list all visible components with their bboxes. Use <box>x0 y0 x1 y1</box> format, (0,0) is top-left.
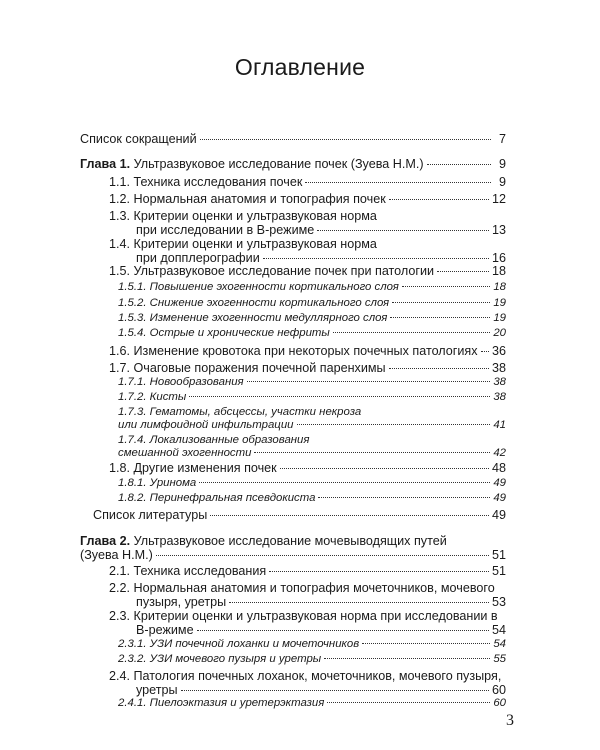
toc-page-number: 36 <box>491 344 506 358</box>
toc-entry-text: 2.4. Патология почечных лоханок, мочеточников, мочевого пузыря, <box>109 669 502 683</box>
toc-entry-text: смешанной эхогенности <box>118 447 252 459</box>
toc-page-number: 19 <box>493 312 506 324</box>
toc-entry-s1-8-2[interactable] <box>118 492 506 505</box>
toc-page-number: 20 <box>493 327 506 339</box>
page-number: 3 <box>506 712 514 729</box>
toc-page-number: 51 <box>491 548 506 562</box>
toc-entry-s1-5-1[interactable] <box>118 281 506 294</box>
toc-entry-text: 1.8.1. Уринома <box>118 477 197 489</box>
toc-page-number: 38 <box>493 376 506 388</box>
toc-page-number: 42 <box>493 447 506 459</box>
dot-leader <box>437 271 489 272</box>
toc-entry-s1-7-2[interactable] <box>118 391 506 404</box>
toc-entry-text: 1.7.2. Кисты <box>118 391 187 403</box>
toc-entry-abbr[interactable] <box>80 132 506 146</box>
toc-entry-text: 1.7. Очаговые поражения почечной паренхимы <box>109 361 386 375</box>
chapter-number: Глава 2. <box>80 534 131 548</box>
toc-entry-text: пузыря, уретры <box>136 595 227 609</box>
toc-entry-text: Глава 1. Ультразвуковое исследование почек (Зуева Н.М.) <box>80 157 424 171</box>
toc-entry-text: 1.5.3. Изменение эхогенности медуллярного слоя <box>118 312 388 324</box>
toc-page-number: 12 <box>491 192 506 206</box>
toc-entry-s2-3-1[interactable] <box>118 638 506 651</box>
toc-entry-text: 1.8. Другие изменения почек <box>109 461 277 475</box>
toc-entry-text: 1.3. Критерии оценки и ультразвуковая норма <box>109 209 377 223</box>
toc-entry-text: 1.6. Изменение кровотока при некоторых почечных патологиях <box>109 344 478 358</box>
toc-page-number: 13 <box>491 223 506 237</box>
toc-page-number: 49 <box>493 492 506 504</box>
toc-entry-s1-5-2[interactable] <box>118 297 506 310</box>
dot-leader <box>389 199 489 200</box>
dot-leader <box>189 396 490 397</box>
toc-entry-text: 1.5. Ультразвуковое исследование почек при патологии <box>109 264 435 278</box>
dot-leader <box>254 452 490 453</box>
toc-entry-text: 1.5.1. Повышение эхогенности кортикального слоя <box>118 281 399 293</box>
toc-page-number: 55 <box>493 653 506 665</box>
toc-entry-text: Список литературы <box>93 508 208 522</box>
toc-page-number: 48 <box>491 461 506 475</box>
toc-entry-text: 2.3.2. УЗИ мочевого пузыря и уретры <box>118 653 322 665</box>
toc-page-number: 60 <box>493 697 506 709</box>
dot-leader <box>481 351 489 352</box>
dot-leader <box>333 332 491 333</box>
toc-entry-s1-1[interactable] <box>109 175 506 189</box>
toc-page-number: 18 <box>493 281 506 293</box>
dot-leader <box>362 643 490 644</box>
dot-leader <box>392 302 490 303</box>
toc-entry-s2-4[interactable] <box>109 669 506 697</box>
toc-page-number: 54 <box>493 638 506 650</box>
toc-entry-text: 2.3. Критерии оценки и ультразвуковая норма при исследовании в <box>109 609 498 623</box>
dot-leader <box>181 690 489 691</box>
toc-entry-text: 2.4.1. Пиелоэктазия и уретерэктазия <box>118 697 325 709</box>
dot-leader <box>280 468 489 469</box>
toc-entry-lit1[interactable] <box>93 508 506 522</box>
toc-page-number: 60 <box>491 683 506 697</box>
dot-leader <box>402 286 490 287</box>
toc-entry-text: 1.2. Нормальная анатомия и топография почек <box>109 192 386 206</box>
dot-leader <box>269 571 489 572</box>
toc-page-number: 9 <box>498 175 506 189</box>
toc-entry-ch2[interactable] <box>80 534 506 562</box>
toc-page-number: 51 <box>491 564 506 578</box>
page-title: Оглавление <box>234 54 366 80</box>
toc-page-number: 41 <box>493 419 506 431</box>
toc-entry-text: (Зуева Н.М.) <box>80 548 153 562</box>
dot-leader <box>305 182 491 183</box>
dot-leader <box>247 381 491 382</box>
dot-leader <box>324 658 490 659</box>
dot-leader <box>200 139 491 140</box>
toc-entry-text: 1.7.1. Новообразования <box>118 376 244 388</box>
dot-leader <box>197 630 489 631</box>
toc-entry-text: 2.3.1. УЗИ почечной лоханки и мочеточников <box>118 638 360 650</box>
toc-entry-text: при допплерографии <box>136 251 260 265</box>
toc-page-number: 49 <box>491 508 506 522</box>
toc-entry-text: Глава 2. Ультразвуковое исследование мочевыводящих путей <box>80 534 447 548</box>
toc-entry-text: 1.7.3. Гематомы, абсцессы, участки некроза <box>118 406 362 418</box>
dot-leader <box>389 368 489 369</box>
toc-page-number: 54 <box>491 623 506 637</box>
dot-leader <box>297 424 491 425</box>
toc-entry-text: при исследовании в В-режиме <box>136 223 315 237</box>
toc-page-number: 16 <box>491 251 506 265</box>
toc-entry-text: 1.4. Критерии оценки и ультразвуковая норма <box>109 237 377 251</box>
toc-page-number: 19 <box>493 297 506 309</box>
toc-entry-s2-1[interactable] <box>109 564 506 578</box>
toc-entry-s1-7-1[interactable] <box>118 376 506 389</box>
dot-leader <box>390 317 490 318</box>
dot-leader <box>427 164 491 165</box>
chapter-number: Глава 1. <box>80 157 131 171</box>
dot-leader <box>317 230 489 231</box>
toc-entry-s1-5[interactable] <box>109 264 506 278</box>
dot-leader <box>210 515 489 516</box>
toc-entry-text: Список сокращений <box>80 132 197 146</box>
toc-entry-s1-8-1[interactable] <box>118 477 506 490</box>
toc-page-number: 18 <box>491 264 506 278</box>
toc-entry-s1-2[interactable] <box>109 192 506 206</box>
dot-leader <box>229 602 489 603</box>
toc-entry-s1-6[interactable] <box>109 344 506 358</box>
dot-leader <box>156 555 489 556</box>
toc-page-number: 53 <box>491 595 506 609</box>
toc-page-number: 38 <box>491 361 506 375</box>
dot-leader <box>199 482 490 483</box>
toc-entry-text: В-режиме <box>136 623 194 637</box>
toc-entry-s1-7-3[interactable] <box>118 406 506 432</box>
toc-entry-text: 1.1. Техника исследования почек <box>109 175 303 189</box>
toc-entry-text: 1.8.2. Перинефральная псевдокиста <box>118 492 316 504</box>
toc-entry-s1-3[interactable] <box>109 209 506 237</box>
dot-leader <box>327 702 490 703</box>
toc-entry-s2-2[interactable] <box>109 581 506 609</box>
toc-entry-s1-8[interactable] <box>109 461 506 475</box>
toc-entry-text: 2.2. Нормальная анатомия и топография мочеточников, мочевого <box>109 581 495 595</box>
toc-entry-ch1[interactable] <box>80 157 506 171</box>
toc-page-number: 7 <box>498 132 506 146</box>
toc-page-number: 9 <box>498 157 506 171</box>
toc-entry-text: 1.5.2. Снижение эхогенности кортикального слоя <box>118 297 390 309</box>
toc-entry-s1-5-3[interactable] <box>118 312 506 325</box>
toc-entry-s2-4-1[interactable] <box>118 697 506 710</box>
toc-entry-s1-7-4[interactable] <box>118 434 506 460</box>
toc-entry-s2-3-2[interactable] <box>118 653 506 666</box>
toc-page-number: 49 <box>493 477 506 489</box>
toc-entry-text: уретры <box>136 683 178 697</box>
toc-entry-text: 1.5.4. Острые и хронические нефриты <box>118 327 330 339</box>
toc-entry-text: 2.1. Техника исследования <box>109 564 267 578</box>
toc-entry-s1-4[interactable] <box>109 237 506 265</box>
dot-leader <box>318 497 490 498</box>
dot-leader <box>263 258 489 259</box>
toc-entry-s1-7[interactable] <box>109 361 506 375</box>
toc-entry-s2-3[interactable] <box>109 609 506 637</box>
toc-page-number: 38 <box>493 391 506 403</box>
toc-entry-s1-5-4[interactable] <box>118 327 506 340</box>
toc-entry-text: 1.7.4. Локализованные образования <box>118 434 310 446</box>
toc-entry-text: или лимфоидной инфильтрации <box>118 419 294 431</box>
